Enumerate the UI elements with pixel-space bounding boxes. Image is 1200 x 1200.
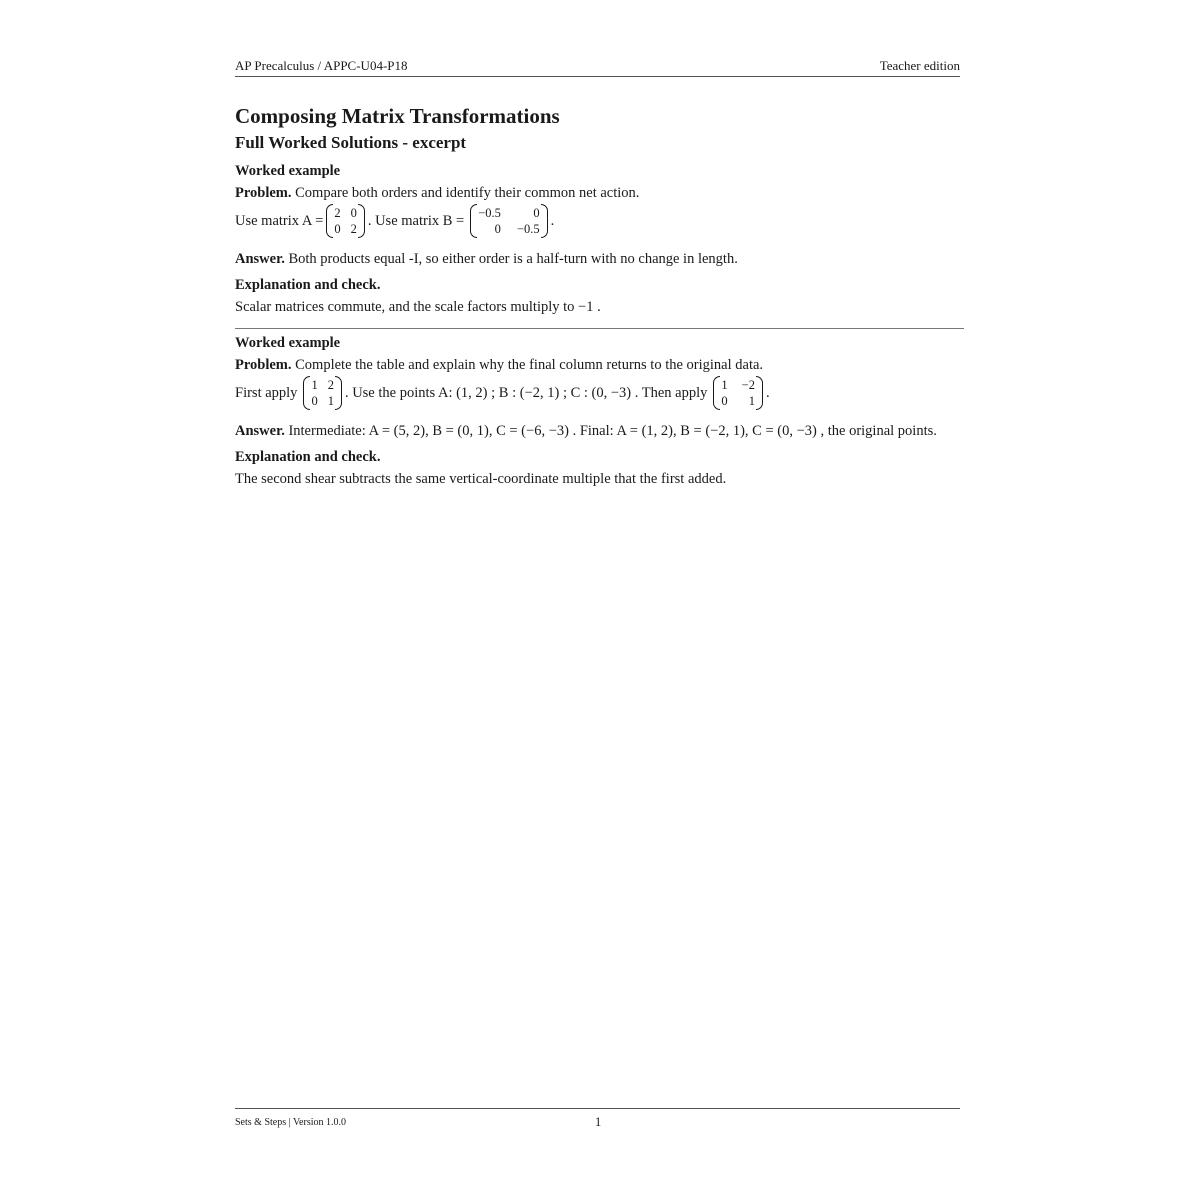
left-paren	[470, 204, 477, 238]
matrix-entry: 1	[311, 378, 318, 392]
page-number: 1	[595, 1115, 602, 1129]
matrix-entry: −0.5	[516, 222, 540, 236]
problem-text: Complete the table and explain why the final column returns to the original data.	[295, 357, 764, 373]
matrix-entry: 0	[334, 222, 341, 236]
footer-version: Sets & Steps | Version 1.0.0	[235, 1117, 346, 1128]
problem-statement	[235, 184, 964, 202]
matrix-line	[235, 202, 964, 240]
left-paren	[303, 376, 310, 410]
first-apply-text: First apply	[235, 384, 298, 401]
example-heading: Worked example	[235, 335, 341, 351]
matrix-entry: 1	[748, 394, 755, 408]
matrix-entry: −2	[741, 378, 755, 392]
worked-example-2	[235, 334, 964, 488]
left-paren	[326, 204, 333, 238]
answer	[235, 422, 964, 440]
shear-matrix-1	[303, 376, 342, 410]
matrix-a-prefix: Use matrix A =	[235, 212, 324, 229]
right-paren	[756, 376, 763, 410]
right-paren	[335, 376, 342, 410]
left-paren	[713, 376, 720, 410]
running-footer	[235, 1108, 960, 1129]
explanation-text: The second shear subtracts the same vertical-coordinate multiple that the first added.	[235, 471, 727, 487]
matrix-entry: 0	[311, 394, 318, 408]
explanation-text: Scalar matrices commute, and the scale factors multiply to −1 .	[235, 299, 601, 315]
header-edition: Teacher edition	[879, 58, 960, 73]
matrix-entry: −0.5	[478, 206, 501, 220]
matrix-entry: 0	[721, 394, 728, 408]
matrix-entry: 2	[327, 378, 334, 392]
matrix-entry: 2	[334, 206, 341, 220]
matrix-a	[326, 204, 365, 238]
answer-label: Answer.	[235, 423, 285, 439]
matrix-line-suffix: .	[550, 212, 555, 229]
matrix-entry: 0	[533, 206, 540, 220]
running-header	[235, 58, 960, 77]
worked-example-1	[235, 162, 964, 316]
problem-label: Problem.	[235, 185, 292, 201]
shear-line-suffix: .	[765, 384, 770, 401]
explanation-heading: Explanation and check.	[235, 449, 381, 465]
matrix-b	[470, 204, 547, 238]
matrix-entry: 0	[350, 206, 357, 220]
example-heading: Worked example	[235, 163, 341, 179]
matrix-entry: 2	[350, 222, 357, 236]
answer-text: Both products equal -I, so either order is a half-turn with no change in length.	[288, 251, 738, 267]
matrix-b-prefix: . Use matrix B =	[367, 212, 465, 229]
matrix-entry: 1	[327, 394, 334, 408]
answer-label: Answer.	[235, 251, 285, 267]
problem-label: Problem.	[235, 357, 292, 373]
right-paren	[358, 204, 365, 238]
problem-text: Compare both orders and identify their common net action.	[295, 185, 640, 201]
matrix-entry: 0	[494, 222, 501, 236]
points-text: . Use the points A: (1, 2) ; B : (−2, 1) ; C : (0, −3) . Then apply	[344, 384, 708, 401]
right-paren	[541, 204, 548, 238]
shear-line	[235, 374, 964, 412]
page-subtitle: Full Worked Solutions - excerpt	[235, 133, 467, 152]
problem-statement	[235, 356, 964, 374]
header-course: AP Precalculus / APPC-U04-P18	[235, 58, 408, 73]
answer-text: Intermediate: A = (5, 2), B = (0, 1), C = (−6, −3) . Final: A = (1, 2), B = (−2, 1), C = (0, −3) , the original points.	[288, 423, 937, 439]
section-divider	[235, 328, 964, 329]
page	[235, 0, 960, 1200]
page-title: Composing Matrix Transformations	[235, 104, 560, 128]
explanation-heading: Explanation and check.	[235, 277, 381, 293]
matrix-entry: 1	[721, 378, 728, 392]
shear-matrix-2	[713, 376, 763, 410]
answer	[235, 250, 964, 268]
